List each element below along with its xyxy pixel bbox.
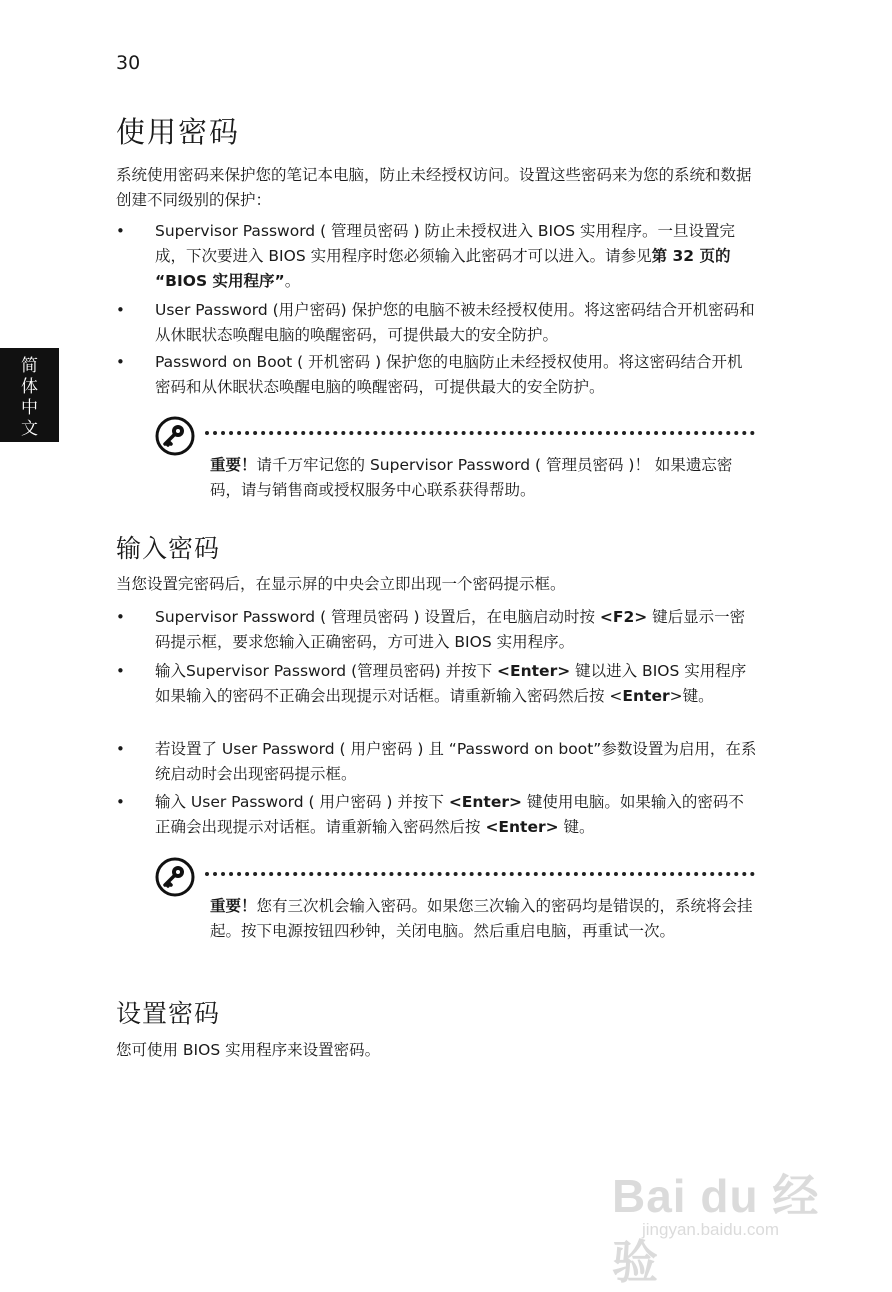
bullet-text: Password on Boot ( 开机密码 ) 保护您的电脑防止未经授权使用。将这密码结合开机密码和从休眠状态唤醒电脑的唤醒密码，可提供最大的安全防护。 bbox=[155, 353, 743, 396]
important-note bbox=[210, 453, 758, 503]
bullet-text: 输入Supervisor Password (管理员密码) 并按下 bbox=[155, 662, 498, 680]
bullet-dot: • bbox=[116, 662, 125, 680]
bullet-key: <Enter> bbox=[497, 662, 571, 680]
bullet-key: <F2> bbox=[599, 608, 648, 626]
language-side-tab bbox=[0, 348, 59, 442]
bullet-key: <Enter> bbox=[485, 818, 559, 836]
bullet-text: >键。 bbox=[669, 687, 714, 705]
note-label: 重要！ bbox=[210, 456, 257, 474]
key-icon bbox=[155, 857, 195, 901]
section-title-use-password: 使用密码 bbox=[116, 115, 241, 149]
bullet-text: User Password (用户密码) 保护您的电脑不被未经授权使用。将这密码结合开机密码和从休眠状态唤醒电脑的唤醒密码，可提供最大的安全防护。 bbox=[155, 301, 755, 344]
note-divider bbox=[205, 872, 755, 876]
side-tab-char: 简 bbox=[21, 356, 38, 376]
section3-intro: 您可使用 BIOS 实用程序来设置密码。 bbox=[116, 1041, 381, 1059]
bullet-text: 输入 User Password ( 用户密码 ) 并按下 bbox=[155, 793, 449, 811]
bullet-key: <Enter> bbox=[448, 793, 522, 811]
bullet-text: Supervisor Password ( 管理员密码 ) 设置后，在电脑启动时按 bbox=[155, 608, 600, 626]
bullet-dot: • bbox=[116, 793, 125, 811]
section-title-set-password: 设置密码 bbox=[116, 999, 221, 1028]
bullet-dot: • bbox=[116, 740, 125, 758]
note-label: 重要！ bbox=[210, 897, 257, 915]
note-divider bbox=[205, 431, 755, 435]
list-item bbox=[116, 219, 758, 294]
page-number: 30 bbox=[116, 52, 141, 74]
note-text: 您有三次机会输入密码。如果您三次输入的密码均是错误的，系统将会挂起。按下电源按钮四秒钟，关闭电脑。然后重启电脑，再重试一次。 bbox=[210, 897, 753, 940]
watermark-logo-text: Bai du 经验 bbox=[612, 1170, 820, 1288]
bullet-text: 键使用电脑。如果输入的密码不正确会出现提示对话框。请重新输入密码然后按 bbox=[155, 793, 744, 836]
side-tab-char: 文 bbox=[21, 419, 38, 439]
note-text: 请千万牢记您的 Supervisor Password ( 管理员密码 )！ 如果遗忘密码，请与销售商或授权服务中心联系获得帮助。 bbox=[210, 456, 733, 499]
list-item bbox=[116, 659, 758, 734]
bullet-text: Supervisor Password ( 管理员密码 ) 防止未授权进入 BIOS 实用程序。一旦设置完成，下次要进入 BIOS 实用程序时您必须输入此密码才可以进入。请参见 bbox=[155, 222, 736, 265]
section1-intro: 系统使用密码来保护您的笔记本电脑，防止未经授权访问。设置这些密码来为您的系统和数据创建不同级别的保护： bbox=[116, 166, 752, 209]
list-item bbox=[116, 298, 758, 348]
baidu-watermark bbox=[612, 1140, 852, 1288]
list-item bbox=[116, 737, 758, 787]
bullet-dot: • bbox=[116, 301, 125, 319]
bullet-bold-ref: 第 32 页的 “BIOS 实用程序” bbox=[155, 247, 731, 290]
list-item bbox=[116, 350, 758, 400]
bullet-text: 键后显示一密码提示框，要求您输入正确密码，方可进入 BIOS 实用程序。 bbox=[155, 608, 746, 651]
key-icon bbox=[155, 416, 195, 460]
list-item bbox=[116, 605, 758, 655]
bullet-text: 。 bbox=[284, 272, 301, 290]
side-tab-char: 中 bbox=[21, 398, 38, 418]
bullet-text: 键以进入 BIOS 实用程序 如果输入的密码不正确会出现提示对话框。请重新输入密码然后按 < bbox=[155, 662, 747, 705]
side-tab-char: 体 bbox=[21, 377, 38, 397]
bullet-text: 键。 bbox=[558, 818, 595, 836]
list-item bbox=[116, 790, 758, 840]
bullet-dot: • bbox=[116, 608, 125, 626]
important-note bbox=[210, 894, 758, 944]
watermark-url: jingyan.baidu.com bbox=[642, 1220, 780, 1239]
bullet-text: 若设置了 User Password ( 用户密码 ) 且 “Password on boot”参数设置为启用，在系统启动时会出现密码提示框。 bbox=[155, 740, 757, 783]
bullet-dot: • bbox=[116, 222, 125, 240]
section2-intro: 当您设置完密码后，在显示屏的中央会立即出现一个密码提示框。 bbox=[116, 575, 566, 593]
section-title-enter-password: 输入密码 bbox=[116, 534, 221, 563]
bullet-dot: • bbox=[116, 353, 125, 371]
bullet-key: Enter bbox=[622, 687, 670, 705]
